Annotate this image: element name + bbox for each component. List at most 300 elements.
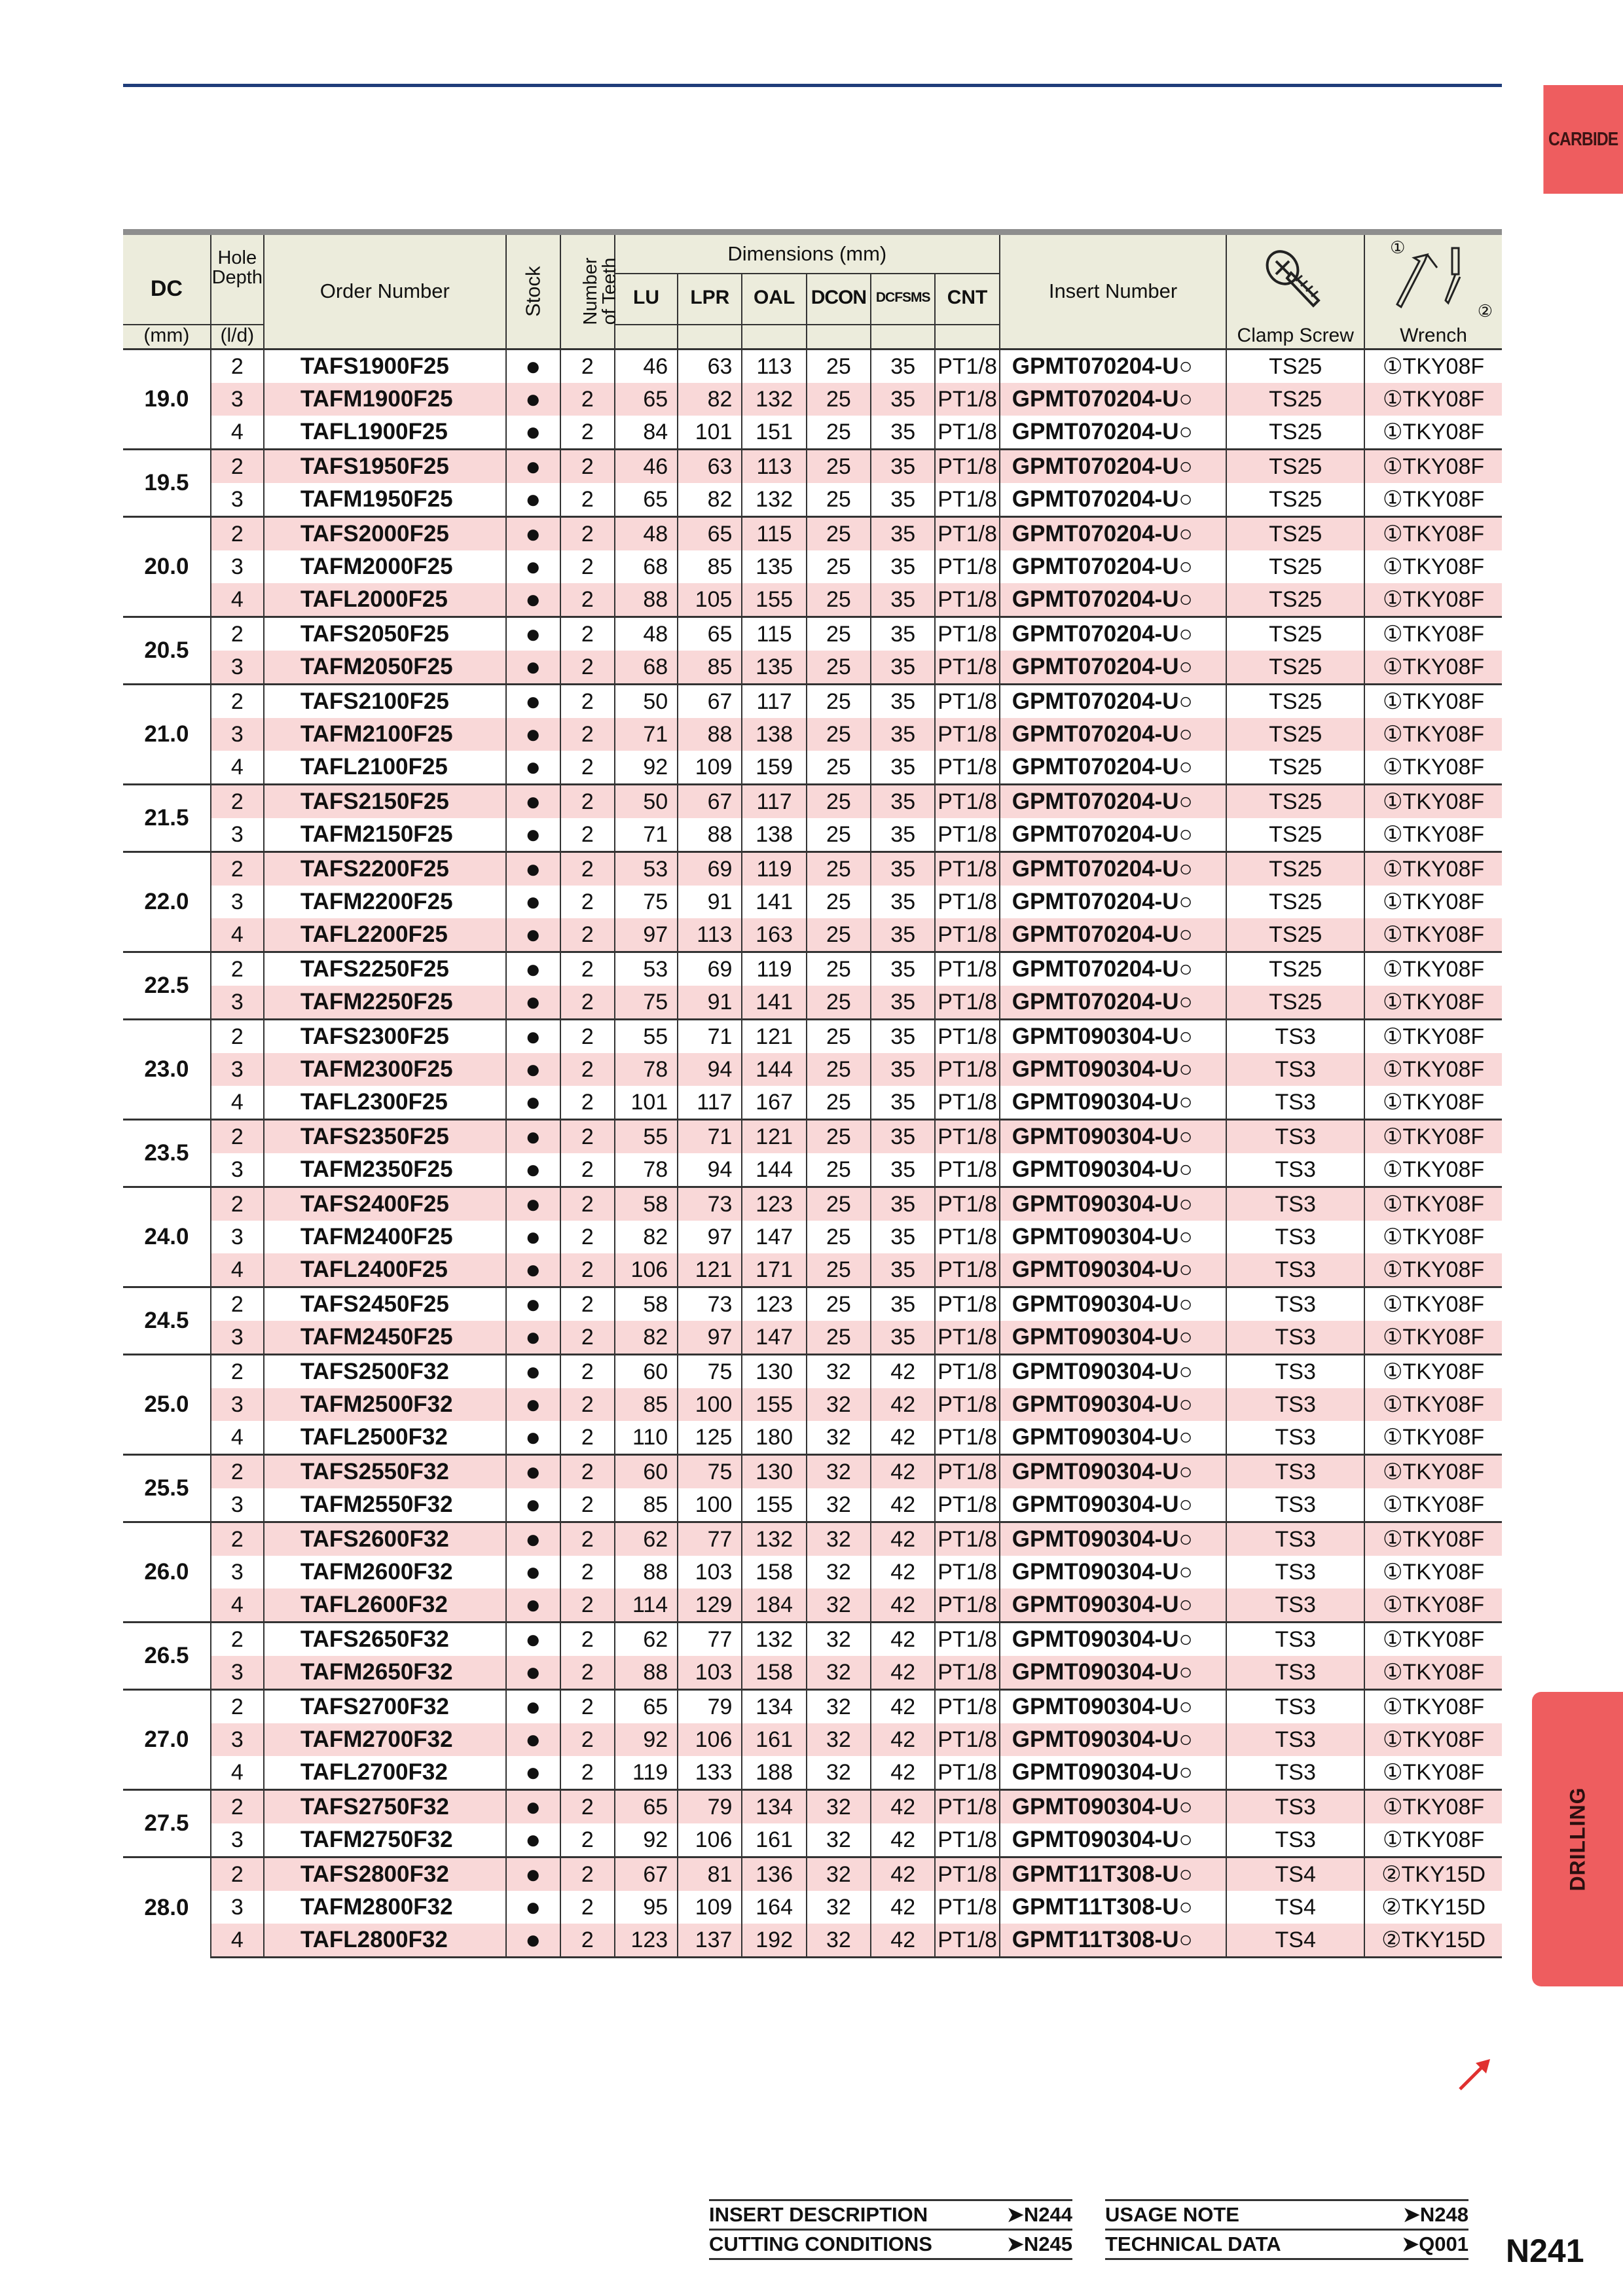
- cell-oal: 135: [742, 651, 806, 685]
- cell-lpr: 105: [678, 583, 742, 617]
- cell-dcfsms: 42: [871, 1355, 935, 1389]
- cell-order-number[interactable]: TAFM2000F25: [264, 550, 506, 583]
- cell-order-number[interactable]: TAFL2000F25: [264, 583, 506, 617]
- cell-order-number[interactable]: TAFM2600F32: [264, 1556, 506, 1588]
- cell-cnt: PT1/8: [935, 1388, 999, 1421]
- cell-lpr: 67: [678, 785, 742, 819]
- cell-hole-depth: 2: [211, 785, 264, 819]
- cell-cnt: PT1/8: [935, 1488, 999, 1522]
- cell-clamp-screw: TS3: [1226, 1187, 1364, 1221]
- cell-lu: 68: [615, 550, 678, 583]
- cell-clamp-screw: TS25: [1226, 918, 1364, 952]
- cell-lpr: 77: [678, 1522, 742, 1556]
- cell-dcon: 32: [807, 1388, 871, 1421]
- cell-cnt: PT1/8: [935, 1355, 999, 1389]
- drilling-tab[interactable]: [1532, 1692, 1623, 1986]
- cell-order-number[interactable]: TAFS2050F25: [264, 617, 506, 651]
- cell-insert-number[interactable]: GPMT070204-U○: [1000, 886, 1227, 918]
- dim-dcfsms: DCFSMS: [871, 274, 935, 324]
- table-row: [123, 1187, 1502, 1221]
- cell-teeth: 2: [560, 450, 615, 484]
- cell-order-number[interactable]: TAFM2450F25: [264, 1321, 506, 1355]
- cell-dcon: 25: [807, 751, 871, 785]
- cell-oal: 113: [742, 350, 806, 384]
- cell-order-number[interactable]: TAFS2200F25: [264, 852, 506, 886]
- cell-dcfsms: 35: [871, 383, 935, 416]
- cell-dc: 24.5: [123, 1287, 211, 1355]
- table-row: [123, 852, 1502, 886]
- cell-wrench: ①TKY08F: [1364, 886, 1502, 918]
- cell-order-number[interactable]: TAFL2200F25: [264, 918, 506, 952]
- cell-stock: ●: [506, 1187, 560, 1221]
- cell-lpr: 71: [678, 1020, 742, 1054]
- cell-cnt: PT1/8: [935, 1287, 999, 1321]
- cell-stock: ●: [506, 918, 560, 952]
- cell-dcfsms: 35: [871, 1120, 935, 1154]
- cell-cnt: PT1/8: [935, 1020, 999, 1054]
- cell-order-number[interactable]: TAFM2100F25: [264, 718, 506, 751]
- cell-order-number[interactable]: TAFM2550F32: [264, 1488, 506, 1522]
- cell-hole-depth: 2: [211, 852, 264, 886]
- cell-wrench: ①TKY08F: [1364, 416, 1502, 450]
- cell-cnt: PT1/8: [935, 416, 999, 450]
- cell-cnt: PT1/8: [935, 1857, 999, 1892]
- table-row: [123, 952, 1502, 986]
- cell-wrench: ①TKY08F: [1364, 751, 1502, 785]
- cell-order-number[interactable]: TAFM2250F25: [264, 986, 506, 1020]
- footer-link-cutting-conditions[interactable]: CUTTING CONDITIONS ➤N245: [709, 2231, 1072, 2260]
- cell-teeth: 2: [560, 1623, 615, 1657]
- cell-order-number[interactable]: TAFS2000F25: [264, 517, 506, 551]
- cell-dcfsms: 35: [871, 1020, 935, 1054]
- cell-teeth: 2: [560, 918, 615, 952]
- cell-cnt: PT1/8: [935, 1522, 999, 1556]
- cell-oal: 123: [742, 1187, 806, 1221]
- cell-insert-number[interactable]: GPMT090304-U○: [1000, 1321, 1227, 1355]
- cell-lpr: 121: [678, 1253, 742, 1287]
- cell-order-number[interactable]: TAFM2350F25: [264, 1153, 506, 1187]
- cell-hole-depth: 2: [211, 1522, 264, 1556]
- cell-lpr: 106: [678, 1723, 742, 1756]
- cell-wrench: ①TKY08F: [1364, 685, 1502, 719]
- cell-insert-number[interactable]: GPMT090304-U○: [1000, 1756, 1227, 1790]
- cell-wrench: ①TKY08F: [1364, 1355, 1502, 1389]
- cell-teeth: 2: [560, 1891, 615, 1924]
- cell-insert-number[interactable]: GPMT070204-U○: [1000, 350, 1227, 384]
- cell-dcon: 25: [807, 718, 871, 751]
- cell-dcfsms: 35: [871, 1253, 935, 1287]
- cell-stock: ●: [506, 1221, 560, 1253]
- cell-teeth: 2: [560, 751, 615, 785]
- cell-insert-number[interactable]: GPMT090304-U○: [1000, 1253, 1227, 1287]
- cell-oal: 132: [742, 1522, 806, 1556]
- cell-oal: 180: [742, 1421, 806, 1455]
- top-rule: [123, 84, 1502, 87]
- cell-lu: 46: [615, 350, 678, 384]
- cell-insert-number[interactable]: GPMT090304-U○: [1000, 1455, 1227, 1489]
- cell-stock: ●: [506, 1690, 560, 1724]
- cell-teeth: 2: [560, 1421, 615, 1455]
- table-row: [123, 1253, 1502, 1287]
- cell-insert-number[interactable]: GPMT090304-U○: [1000, 1153, 1227, 1187]
- cell-insert-number[interactable]: GPMT070204-U○: [1000, 751, 1227, 785]
- cell-stock: ●: [506, 617, 560, 651]
- cell-teeth: 2: [560, 1823, 615, 1857]
- footer-link-insert-description[interactable]: INSERT DESCRIPTION ➤N244: [709, 2199, 1072, 2231]
- cell-dcfsms: 42: [871, 1421, 935, 1455]
- table-row: [123, 450, 1502, 484]
- cell-lu: 55: [615, 1020, 678, 1054]
- cell-order-number[interactable]: TAFM2650F32: [264, 1656, 506, 1690]
- cell-insert-number[interactable]: GPMT090304-U○: [1000, 1355, 1227, 1389]
- cell-oal: 119: [742, 852, 806, 886]
- cell-order-number[interactable]: TAFS2800F32: [264, 1857, 506, 1892]
- cell-insert-number[interactable]: GPMT090304-U○: [1000, 1823, 1227, 1857]
- cell-order-number[interactable]: TAFS2500F32: [264, 1355, 506, 1389]
- cell-dc: 26.0: [123, 1522, 211, 1623]
- cell-order-number[interactable]: TAFS2400F25: [264, 1187, 506, 1221]
- cell-order-number[interactable]: TAFM2200F25: [264, 886, 506, 918]
- cell-dcon: 25: [807, 952, 871, 986]
- cell-cnt: PT1/8: [935, 918, 999, 952]
- cell-lu: 60: [615, 1455, 678, 1489]
- cell-wrench: ①TKY08F: [1364, 1253, 1502, 1287]
- cell-cnt: PT1/8: [935, 952, 999, 986]
- cell-wrench: ①TKY08F: [1364, 1187, 1502, 1221]
- cell-order-number[interactable]: TAFS2450F25: [264, 1287, 506, 1321]
- cell-order-number[interactable]: TAFS2550F32: [264, 1455, 506, 1489]
- cell-insert-number[interactable]: GPMT070204-U○: [1000, 718, 1227, 751]
- cell-insert-number[interactable]: GPMT070204-U○: [1000, 416, 1227, 450]
- cell-insert-number[interactable]: GPMT070204-U○: [1000, 918, 1227, 952]
- cell-lu: 53: [615, 952, 678, 986]
- cell-order-number[interactable]: TAFS1950F25: [264, 450, 506, 484]
- cell-insert-number[interactable]: GPMT070204-U○: [1000, 986, 1227, 1020]
- cell-insert-number[interactable]: GPMT090304-U○: [1000, 1488, 1227, 1522]
- cell-order-number[interactable]: TAFL2300F25: [264, 1086, 506, 1120]
- cell-oal: 121: [742, 1020, 806, 1054]
- cell-order-number[interactable]: TAFS2750F32: [264, 1790, 506, 1824]
- cell-order-number[interactable]: TAFM1950F25: [264, 483, 506, 517]
- cell-hole-depth: 3: [211, 483, 264, 517]
- cell-order-number[interactable]: TAFM2400F25: [264, 1221, 506, 1253]
- cell-lpr: 100: [678, 1388, 742, 1421]
- cell-stock: ●: [506, 1120, 560, 1154]
- cell-dc: 23.5: [123, 1120, 211, 1187]
- cell-insert-number[interactable]: GPMT090304-U○: [1000, 1221, 1227, 1253]
- cell-wrench: ②TKY15D: [1364, 1857, 1502, 1892]
- cell-insert-number[interactable]: GPMT070204-U○: [1000, 450, 1227, 484]
- cell-order-number[interactable]: TAFL2500F32: [264, 1421, 506, 1455]
- cell-lpr: 109: [678, 1891, 742, 1924]
- cell-stock: ●: [506, 517, 560, 551]
- cell-dcfsms: 42: [871, 1891, 935, 1924]
- cell-lpr: 106: [678, 1823, 742, 1857]
- cell-order-number[interactable]: TAFS2300F25: [264, 1020, 506, 1054]
- cell-order-number[interactable]: TAFM2300F25: [264, 1053, 506, 1086]
- cell-insert-number[interactable]: GPMT070204-U○: [1000, 550, 1227, 583]
- cell-insert-number[interactable]: GPMT070204-U○: [1000, 483, 1227, 517]
- cell-insert-number[interactable]: GPMT090304-U○: [1000, 1187, 1227, 1221]
- cell-order-number[interactable]: TAFL1900F25: [264, 416, 506, 450]
- cell-insert-number[interactable]: GPMT090304-U○: [1000, 1556, 1227, 1588]
- cell-insert-number[interactable]: GPMT090304-U○: [1000, 1723, 1227, 1756]
- cell-hole-depth: 2: [211, 952, 264, 986]
- dim-lpr: LPR: [678, 274, 742, 324]
- cell-dcon: 25: [807, 886, 871, 918]
- cell-insert-number[interactable]: GPMT11T308-U○: [1000, 1924, 1227, 1958]
- cell-dcfsms: 35: [871, 918, 935, 952]
- cell-teeth: 2: [560, 1756, 615, 1790]
- cell-cnt: PT1/8: [935, 483, 999, 517]
- cell-insert-number[interactable]: GPMT090304-U○: [1000, 1086, 1227, 1120]
- cell-insert-number[interactable]: GPMT070204-U○: [1000, 583, 1227, 617]
- cell-lu: 85: [615, 1488, 678, 1522]
- cell-cnt: PT1/8: [935, 1723, 999, 1756]
- cell-order-number[interactable]: TAFL2800F32: [264, 1924, 506, 1958]
- cell-order-number[interactable]: TAFS2100F25: [264, 685, 506, 719]
- cell-insert-number[interactable]: GPMT070204-U○: [1000, 818, 1227, 852]
- cell-insert-number[interactable]: GPMT090304-U○: [1000, 1053, 1227, 1086]
- cell-lpr: 82: [678, 483, 742, 517]
- cell-dcon: 25: [807, 1153, 871, 1187]
- cell-lpr: 97: [678, 1221, 742, 1253]
- cell-dc: 19.0: [123, 350, 211, 450]
- table-row: [123, 583, 1502, 617]
- cell-dc: 20.5: [123, 617, 211, 685]
- cell-lpr: 79: [678, 1790, 742, 1824]
- cell-oal: 117: [742, 685, 806, 719]
- cell-wrench: ①TKY08F: [1364, 1623, 1502, 1657]
- cell-insert-number[interactable]: GPMT090304-U○: [1000, 1790, 1227, 1824]
- cell-stock: ●: [506, 1355, 560, 1389]
- cell-hole-depth: 3: [211, 1153, 264, 1187]
- cell-dcon: 32: [807, 1488, 871, 1522]
- cell-wrench: ①TKY08F: [1364, 1421, 1502, 1455]
- cell-lu: 92: [615, 751, 678, 785]
- cell-dcfsms: 35: [871, 1086, 935, 1120]
- cell-insert-number[interactable]: GPMT090304-U○: [1000, 1421, 1227, 1455]
- cell-wrench: ①TKY08F: [1364, 1086, 1502, 1120]
- cell-insert-number[interactable]: GPMT070204-U○: [1000, 517, 1227, 551]
- cell-order-number[interactable]: TAFL2700F32: [264, 1756, 506, 1790]
- table-row: [123, 1588, 1502, 1623]
- dim-lpr-blank: [678, 325, 742, 350]
- cell-dcfsms: 35: [871, 785, 935, 819]
- cell-lu: 119: [615, 1756, 678, 1790]
- footer-link-technical-data[interactable]: TECHNICAL DATA ➤Q001: [1105, 2231, 1468, 2260]
- cell-oal: 141: [742, 986, 806, 1020]
- cell-cnt: PT1/8: [935, 1455, 999, 1489]
- cell-oal: 184: [742, 1588, 806, 1623]
- cell-insert-number[interactable]: GPMT070204-U○: [1000, 383, 1227, 416]
- cell-insert-number[interactable]: GPMT070204-U○: [1000, 852, 1227, 886]
- cell-cnt: PT1/8: [935, 1756, 999, 1790]
- table-row: [123, 517, 1502, 551]
- cell-dcon: 32: [807, 1857, 871, 1892]
- cell-stock: ●: [506, 785, 560, 819]
- cell-insert-number[interactable]: GPMT070204-U○: [1000, 617, 1227, 651]
- cell-stock: ●: [506, 483, 560, 517]
- cell-cnt: PT1/8: [935, 1187, 999, 1221]
- cell-insert-number[interactable]: GPMT070204-U○: [1000, 685, 1227, 719]
- cell-insert-number[interactable]: GPMT090304-U○: [1000, 1623, 1227, 1657]
- cell-clamp-screw: TS3: [1226, 1823, 1364, 1857]
- cell-lu: 55: [615, 1120, 678, 1154]
- cell-wrench: ②TKY15D: [1364, 1924, 1502, 1958]
- cell-cnt: PT1/8: [935, 617, 999, 651]
- cell-order-number[interactable]: TAFM1900F25: [264, 383, 506, 416]
- cell-stock: ●: [506, 1823, 560, 1857]
- cell-order-number[interactable]: TAFM2050F25: [264, 651, 506, 685]
- cell-order-number[interactable]: TAFL2100F25: [264, 751, 506, 785]
- cell-wrench: ①TKY08F: [1364, 852, 1502, 886]
- cell-insert-number[interactable]: GPMT090304-U○: [1000, 1120, 1227, 1154]
- cell-hole-depth: 2: [211, 1857, 264, 1892]
- cell-dcon: 25: [807, 986, 871, 1020]
- cell-dcfsms: 42: [871, 1588, 935, 1623]
- cell-order-number[interactable]: TAFL2600F32: [264, 1588, 506, 1623]
- cell-cnt: PT1/8: [935, 1556, 999, 1588]
- cell-stock: ●: [506, 1588, 560, 1623]
- cell-insert-number[interactable]: GPMT090304-U○: [1000, 1287, 1227, 1321]
- cell-hole-depth: 3: [211, 1723, 264, 1756]
- cell-wrench: ①TKY08F: [1364, 785, 1502, 819]
- cell-insert-number[interactable]: GPMT090304-U○: [1000, 1020, 1227, 1054]
- table-row: [123, 1153, 1502, 1187]
- cell-lu: 85: [615, 1388, 678, 1421]
- cell-order-number[interactable]: TAFM2150F25: [264, 818, 506, 852]
- cell-stock: ●: [506, 1522, 560, 1556]
- table-row: [123, 751, 1502, 785]
- cell-dcfsms: 35: [871, 1221, 935, 1253]
- cell-dcfsms: 42: [871, 1756, 935, 1790]
- cell-insert-number[interactable]: GPMT090304-U○: [1000, 1388, 1227, 1421]
- cell-dcon: 25: [807, 1187, 871, 1221]
- table-row: [123, 1756, 1502, 1790]
- cell-lu: 88: [615, 1656, 678, 1690]
- cell-order-number[interactable]: TAFS2650F32: [264, 1623, 506, 1657]
- cell-stock: ●: [506, 450, 560, 484]
- cell-insert-number[interactable]: GPMT070204-U○: [1000, 651, 1227, 685]
- cell-order-number[interactable]: TAFM2500F32: [264, 1388, 506, 1421]
- cell-insert-number[interactable]: GPMT070204-U○: [1000, 785, 1227, 819]
- table-row: [123, 1020, 1502, 1054]
- cell-dcon: 32: [807, 1623, 871, 1657]
- cell-clamp-screw: TS3: [1226, 1321, 1364, 1355]
- cell-dcon: 25: [807, 383, 871, 416]
- cell-insert-number[interactable]: GPMT070204-U○: [1000, 952, 1227, 986]
- cell-cnt: PT1/8: [935, 1321, 999, 1355]
- cell-cnt: PT1/8: [935, 517, 999, 551]
- table-row: [123, 1221, 1502, 1253]
- cell-order-number[interactable]: TAFS2150F25: [264, 785, 506, 819]
- cell-teeth: 2: [560, 550, 615, 583]
- cell-hole-depth: 3: [211, 1053, 264, 1086]
- cell-stock: ●: [506, 550, 560, 583]
- cell-teeth: 2: [560, 685, 615, 719]
- cell-lpr: 65: [678, 617, 742, 651]
- cell-lu: 65: [615, 1790, 678, 1824]
- clamp-screw-image: [1226, 232, 1364, 325]
- cell-oal: 147: [742, 1321, 806, 1355]
- cell-dcfsms: 35: [871, 416, 935, 450]
- cell-oal: 161: [742, 1823, 806, 1857]
- cell-dcon: 25: [807, 1120, 871, 1154]
- cell-order-number[interactable]: TAFM2750F32: [264, 1823, 506, 1857]
- cell-insert-number[interactable]: GPMT090304-U○: [1000, 1588, 1227, 1623]
- cell-lu: 75: [615, 986, 678, 1020]
- cell-hole-depth: 2: [211, 1623, 264, 1657]
- cell-clamp-screw: TS25: [1226, 986, 1364, 1020]
- cell-clamp-screw: TS3: [1226, 1656, 1364, 1690]
- cell-clamp-screw: TS25: [1226, 450, 1364, 484]
- cell-lpr: 75: [678, 1355, 742, 1389]
- table-row: [123, 1120, 1502, 1154]
- cell-dcfsms: 35: [871, 952, 935, 986]
- cell-stock: ●: [506, 1253, 560, 1287]
- cell-order-number[interactable]: TAFS2250F25: [264, 952, 506, 986]
- cell-hole-depth: 4: [211, 1086, 264, 1120]
- cell-clamp-screw: TS25: [1226, 517, 1364, 551]
- carbide-tab[interactable]: CARBIDE: [1543, 85, 1623, 194]
- cell-hole-depth: 3: [211, 818, 264, 852]
- cell-order-number[interactable]: TAFL2400F25: [264, 1253, 506, 1287]
- cell-lu: 53: [615, 852, 678, 886]
- table-row: [123, 416, 1502, 450]
- product-table: [123, 229, 1502, 1958]
- cell-hole-depth: 3: [211, 1221, 264, 1253]
- cell-insert-number[interactable]: GPMT090304-U○: [1000, 1656, 1227, 1690]
- cell-cnt: PT1/8: [935, 1790, 999, 1824]
- table-row: [123, 1388, 1502, 1421]
- cell-dcon: 25: [807, 818, 871, 852]
- cell-teeth: 2: [560, 383, 615, 416]
- cell-dcon: 25: [807, 1020, 871, 1054]
- cell-teeth: 2: [560, 1221, 615, 1253]
- page-number: N241: [1506, 2233, 1584, 2269]
- cell-cnt: PT1/8: [935, 1690, 999, 1724]
- cell-order-number[interactable]: TAFM2800F32: [264, 1891, 506, 1924]
- cell-insert-number[interactable]: GPMT11T308-U○: [1000, 1891, 1227, 1924]
- cell-clamp-screw: TS25: [1226, 651, 1364, 685]
- cell-clamp-screw: TS3: [1226, 1455, 1364, 1489]
- cell-insert-number[interactable]: GPMT11T308-U○: [1000, 1857, 1227, 1892]
- cell-clamp-screw: TS4: [1226, 1924, 1364, 1958]
- cell-lu: 65: [615, 1690, 678, 1724]
- table-row: [123, 617, 1502, 651]
- cell-lu: 92: [615, 1723, 678, 1756]
- cell-order-number[interactable]: TAFS2700F32: [264, 1690, 506, 1724]
- dim-dcfsms-blank: [871, 325, 935, 350]
- cell-stock: ●: [506, 350, 560, 384]
- cell-order-number[interactable]: TAFM2700F32: [264, 1723, 506, 1756]
- cell-oal: 132: [742, 383, 806, 416]
- cell-stock: ●: [506, 1623, 560, 1657]
- cell-stock: ●: [506, 416, 560, 450]
- cell-insert-number[interactable]: GPMT090304-U○: [1000, 1522, 1227, 1556]
- table-row: [123, 785, 1502, 819]
- cell-order-number[interactable]: TAFS2350F25: [264, 1120, 506, 1154]
- cell-teeth: 2: [560, 1053, 615, 1086]
- cell-stock: ●: [506, 583, 560, 617]
- cell-order-number[interactable]: TAFS1900F25: [264, 350, 506, 384]
- cell-order-number[interactable]: TAFS2600F32: [264, 1522, 506, 1556]
- cell-insert-number[interactable]: GPMT090304-U○: [1000, 1690, 1227, 1724]
- footer-link-usage-note[interactable]: USAGE NOTE ➤N248: [1105, 2199, 1468, 2231]
- cell-wrench: ①TKY08F: [1364, 1522, 1502, 1556]
- cell-hole-depth: 2: [211, 517, 264, 551]
